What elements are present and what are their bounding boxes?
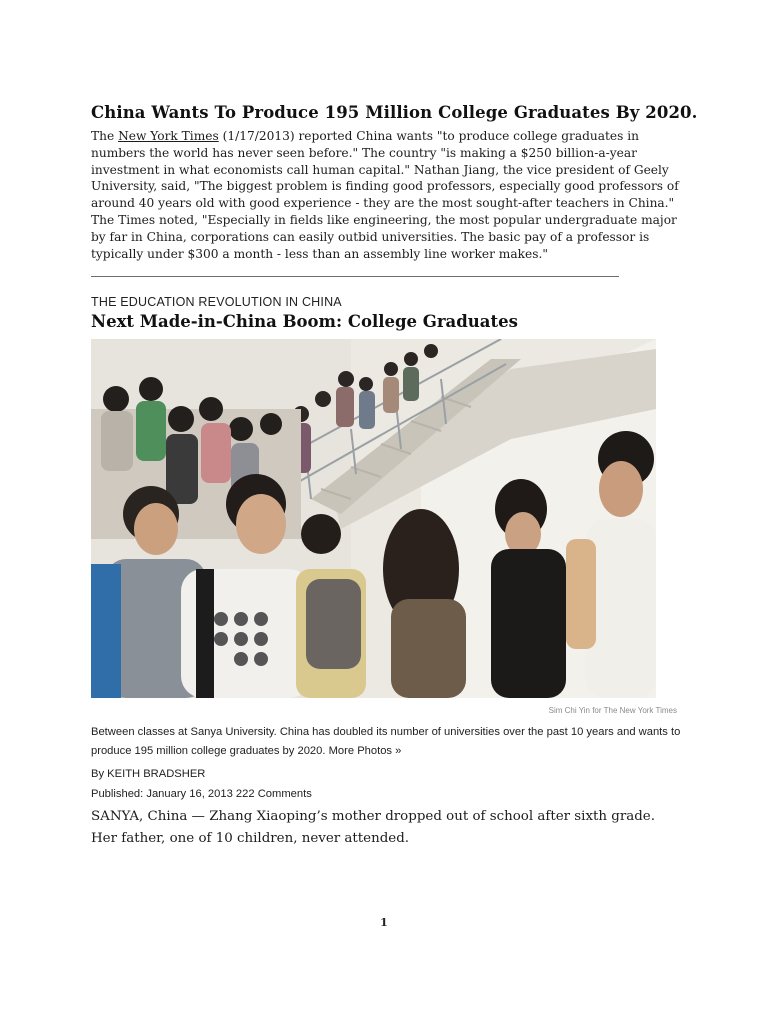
intro-body: (1/17/2013) reported China wants "to produce college graduates in numbers the world has never seen before." The country "is making a $250 billion-a-year investment in what economists call human capital." Nathan Jiang, the vice president of Geely University, said, "The biggest problem is finding good professors, especially good professors of around 40 years old with good experience - they are the most sought-after teachers in China." The Times noted, "Especially in fields like engineering, the most popular undergraduate major by far in China, corporations can easily outbid universities. The basic pay of a professor is typically under $300 a month - less than an assembly line worker makes." bbox=[91, 129, 679, 261]
new-york-times-link[interactable]: New York Times bbox=[118, 129, 219, 143]
article-lede: SANYA, China — Zhang Xiaoping’s mother dropped out of school after sixth grade. Her father, one of 10 children, never attended. bbox=[91, 809, 655, 846]
article-byline: By KEITH BRADSHER bbox=[91, 768, 206, 780]
comments-link[interactable]: 222 Comments bbox=[235, 788, 312, 800]
article-photo bbox=[91, 339, 656, 698]
caption-text: Between classes at Sanya University. China has doubled its number of universities over the past 10 years and wants to produce 195 million college graduates by 2020. bbox=[91, 726, 681, 757]
section-divider bbox=[91, 276, 619, 277]
document-headline: China Wants To Produce 195 Million College Graduates By 2020. bbox=[91, 103, 698, 122]
published-date: Published: January 16, 2013 bbox=[91, 788, 236, 800]
more-photos-link[interactable]: More Photos » bbox=[328, 744, 402, 757]
photo-credit: Sim Chi Yin for The New York Times bbox=[548, 706, 677, 715]
published-line bbox=[91, 788, 312, 800]
photo-caption bbox=[91, 723, 691, 760]
page-number: 1 bbox=[380, 916, 388, 929]
article-section-label: THE EDUCATION REVOLUTION IN CHINA bbox=[91, 295, 342, 309]
intro-lead: The bbox=[91, 129, 119, 143]
students-stairwell-photo bbox=[91, 339, 656, 698]
article-title: Next Made-in-China Boom: College Graduates bbox=[91, 312, 518, 331]
intro-paragraph bbox=[91, 128, 681, 262]
